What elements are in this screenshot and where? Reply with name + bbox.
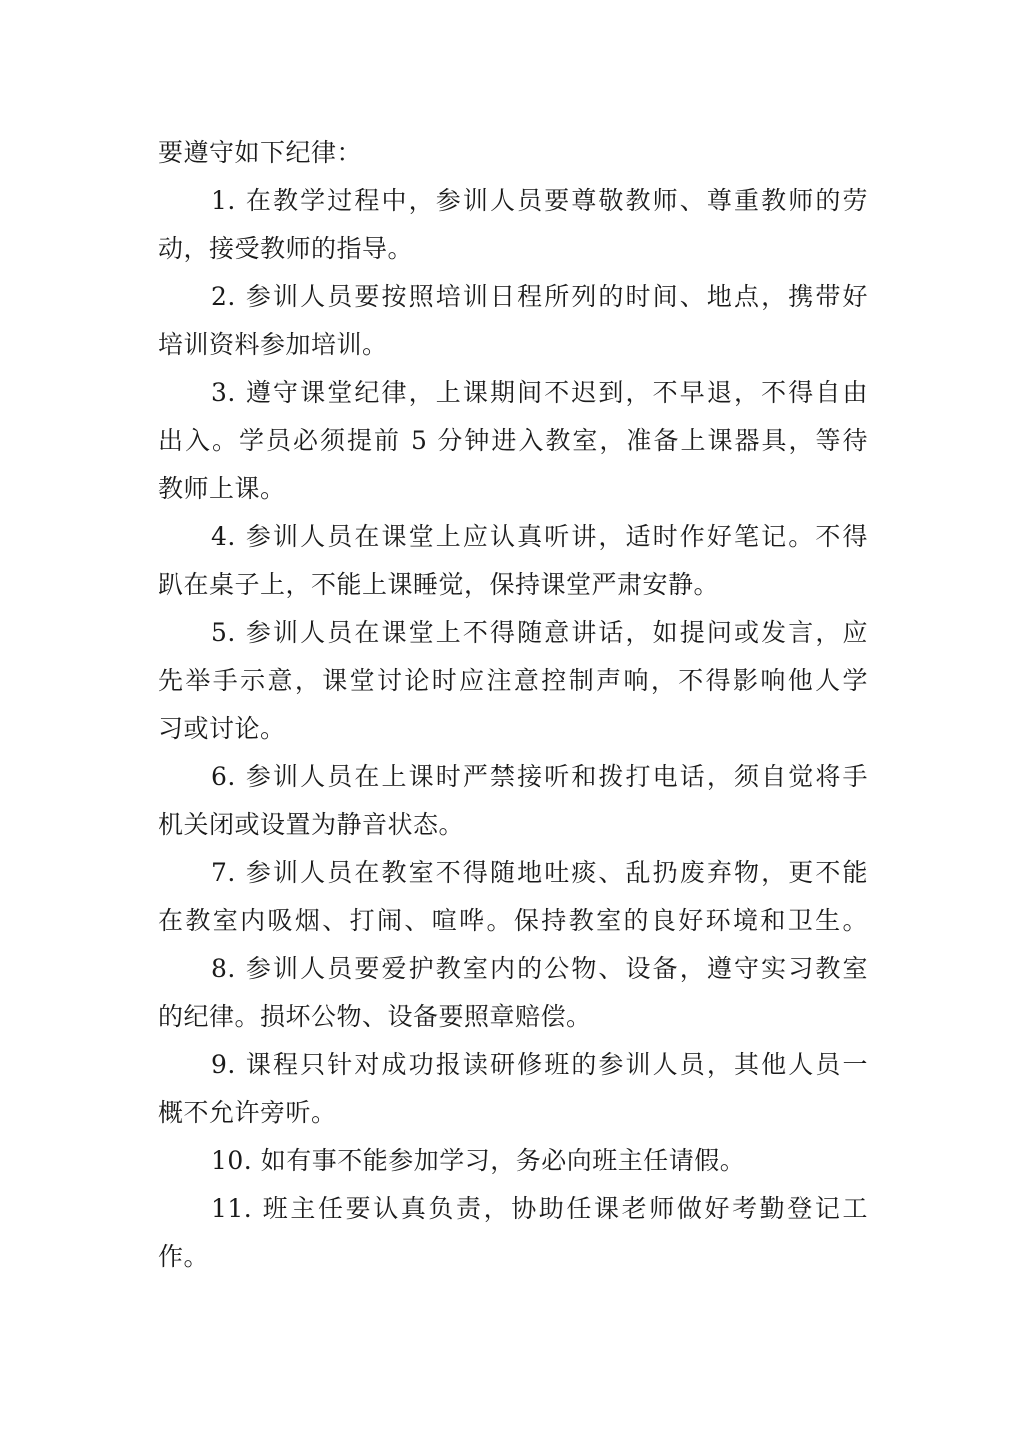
rule-3-line: 教师上课。 xyxy=(158,474,286,503)
rule-11-line: 11. 班主任要认真负责，协助任课老师做好考勤登记工 xyxy=(211,1194,868,1223)
rule-6-line: 6. 参训人员在上课时严禁接听和拨打电话，须自觉将手 xyxy=(211,762,868,791)
rule-5-line: 习或讨论。 xyxy=(158,714,286,743)
rule-1-line: 1. 在教学过程中，参训人员要尊敬教师、尊重教师的劳 xyxy=(211,186,868,215)
rule-2-line: 2. 参训人员要按照培训日程所列的时间、地点，携带好 xyxy=(211,282,868,311)
rule-5-line: 先举手示意，课堂讨论时应注意控制声响，不得影响他人学 xyxy=(158,666,868,695)
rule-7-line: 在教室内吸烟、打闹、喧哗。保持教室的良好环境和卫生。 xyxy=(158,906,868,935)
rule-10-line: 10. 如有事不能参加学习，务必向班主任请假。 xyxy=(211,1146,746,1175)
rule-2-line: 培训资料参加培训。 xyxy=(158,330,388,359)
intro-line: 要遵守如下纪律： xyxy=(158,138,363,167)
rule-9-line: 概不允许旁听。 xyxy=(158,1098,337,1127)
rule-8-line: 8. 参训人员要爱护教室内的公物、设备，遵守实习教室 xyxy=(211,954,868,983)
rule-3-line: 出入。学员必须提前 5 分钟进入教室，准备上课器具，等待 xyxy=(158,426,868,455)
rule-5-line: 5. 参训人员在课堂上不得随意讲话，如提问或发言，应 xyxy=(211,618,868,647)
rule-8-line: 的纪律。损坏公物、设备要照章赔偿。 xyxy=(158,1002,592,1031)
rule-3-line: 3. 遵守课堂纪律，上课期间不迟到，不早退，不得自由 xyxy=(211,378,868,407)
rule-1-line: 动，接受教师的指导。 xyxy=(158,234,414,263)
rule-6-line: 机关闭或设置为静音状态。 xyxy=(158,810,465,839)
rule-11-line: 作。 xyxy=(158,1242,210,1271)
rule-4-line: 4. 参训人员在课堂上应认真听讲，适时作好笔记。不得 xyxy=(211,522,868,551)
rule-9-line: 9. 课程只针对成功报读研修班的参训人员，其他人员一 xyxy=(211,1050,868,1079)
rule-7-line: 7. 参训人员在教室不得随地吐痰、乱扔废弃物，更不能 xyxy=(211,858,868,887)
rule-4-line: 趴在桌子上，不能上课睡觉，保持课堂严肃安静。 xyxy=(158,570,720,599)
